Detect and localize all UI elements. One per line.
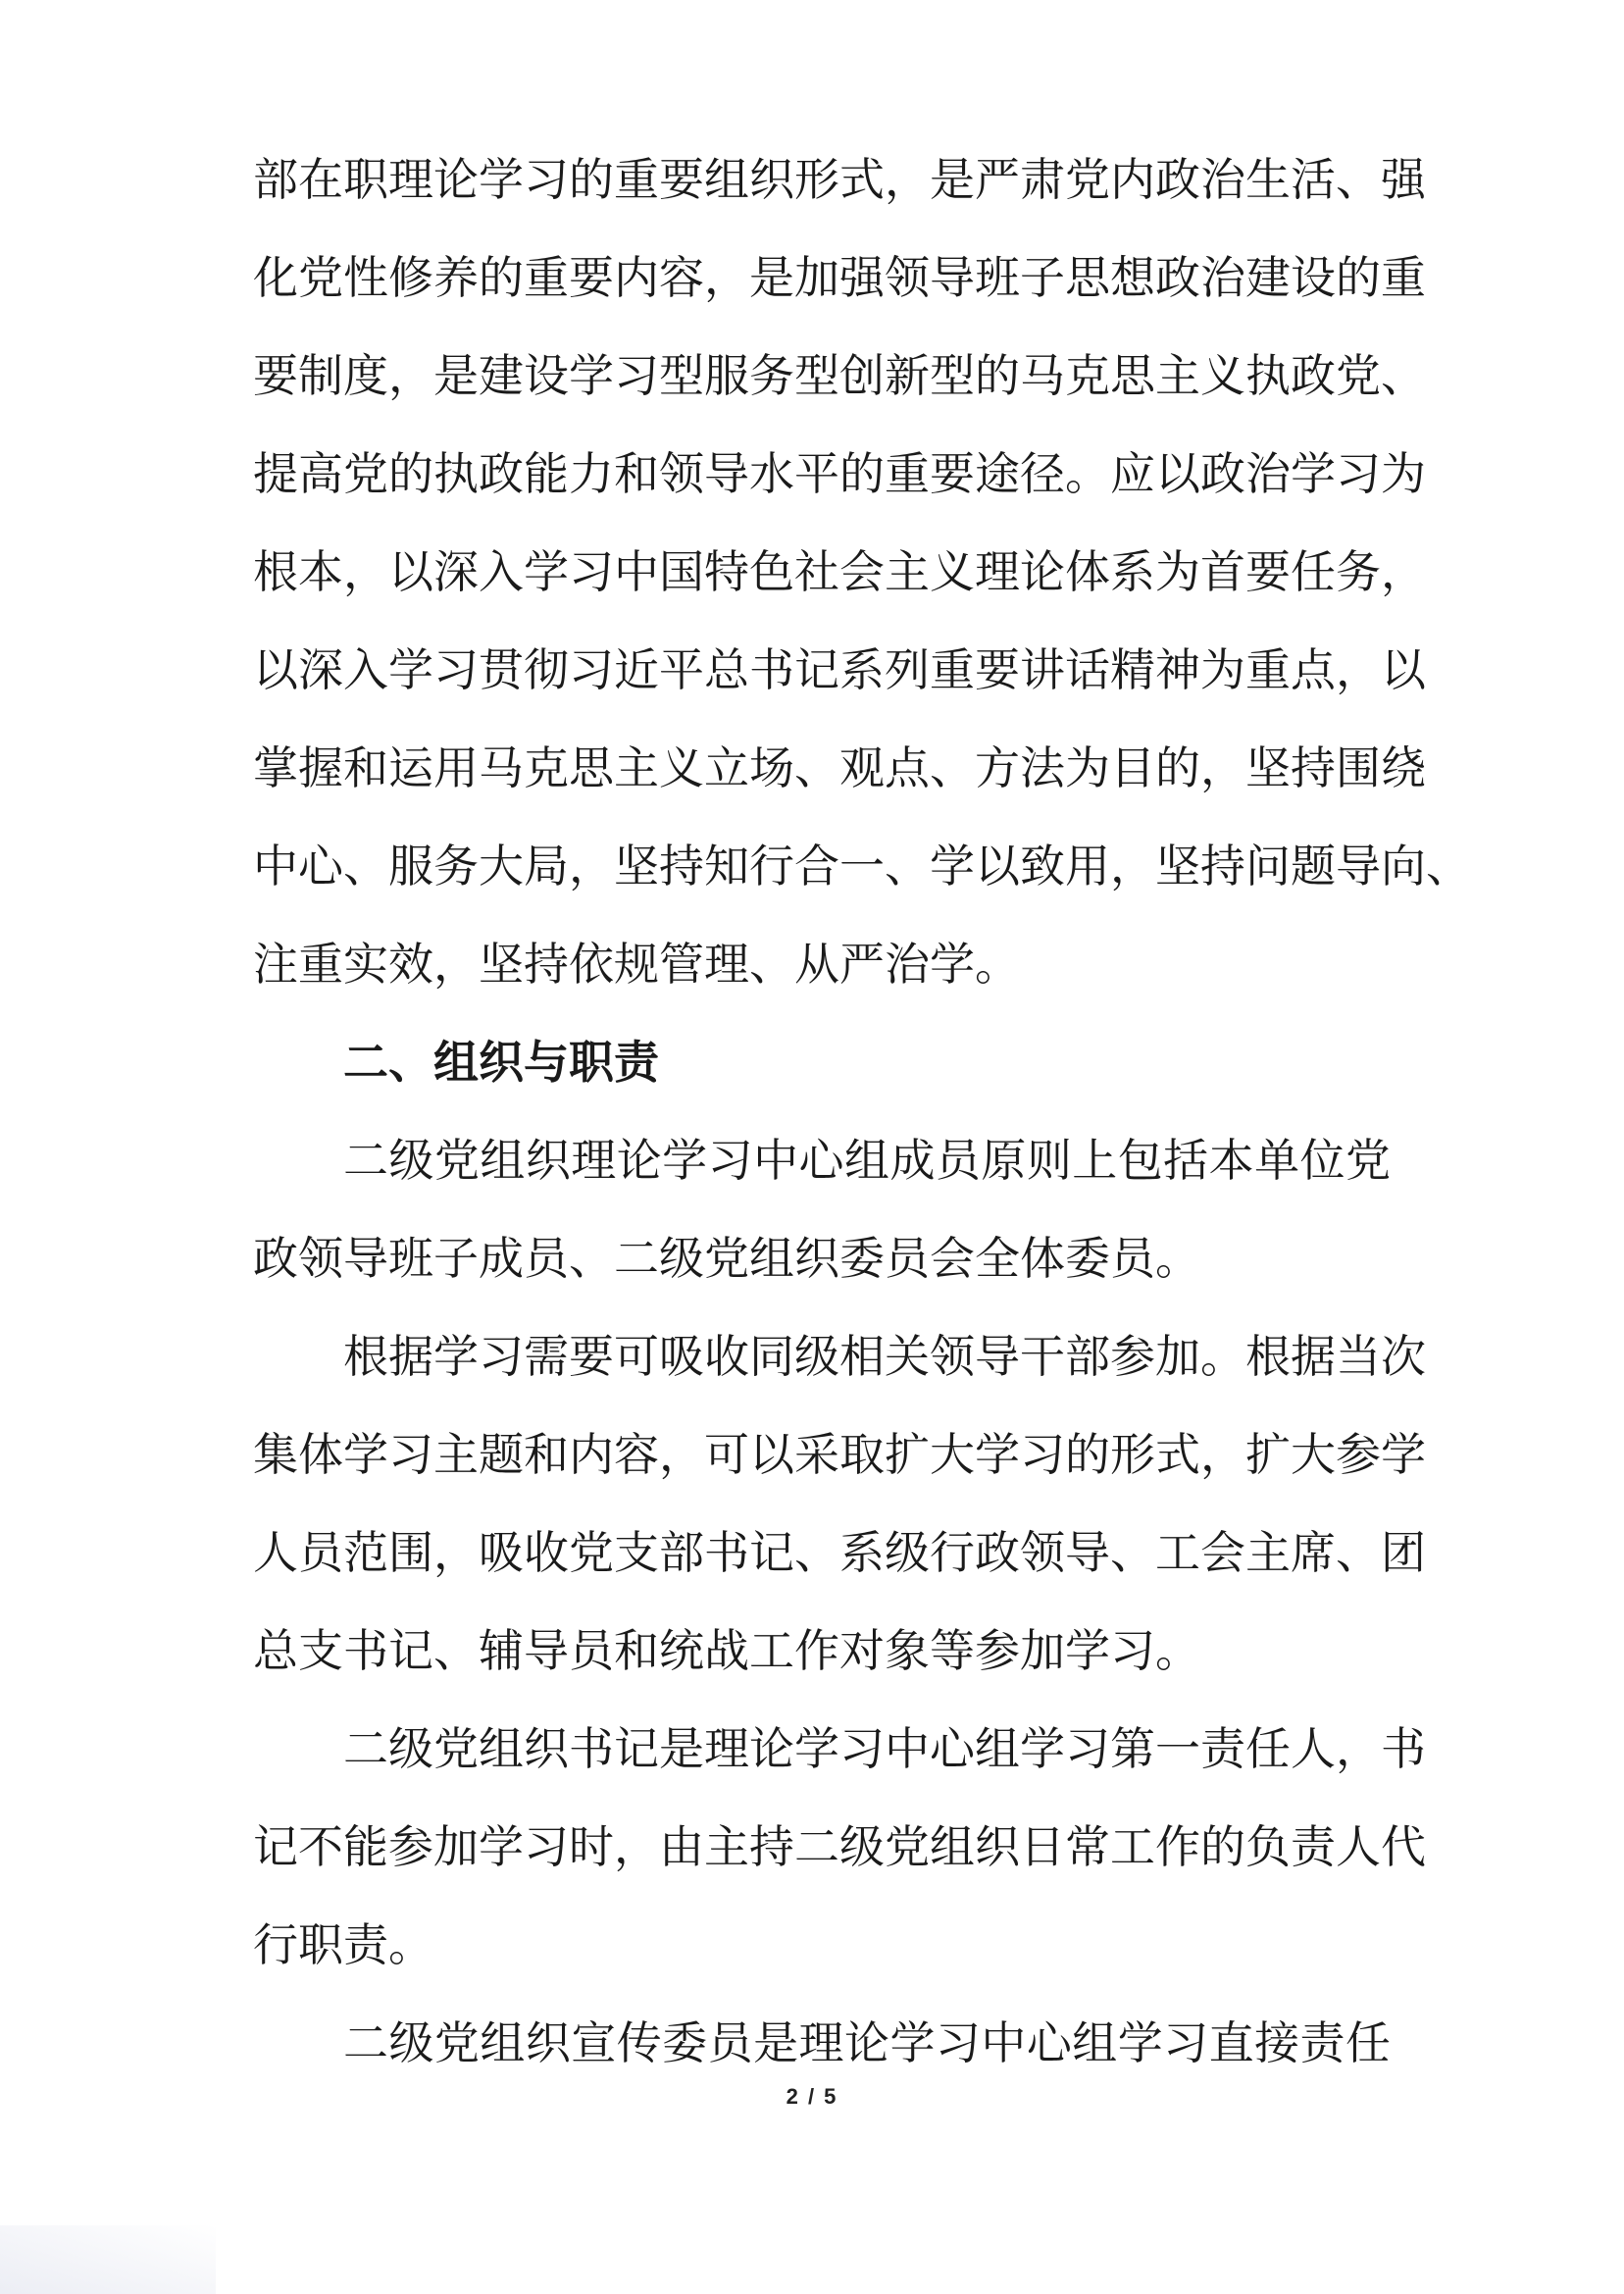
section-heading: 二、组织与职责: [343, 1036, 659, 1089]
body-line: 中心、服务大局，坚持知行合一、学以致用，坚持问题导向、: [253, 840, 1471, 892]
body-line: 根本，以深入学习中国特色社会主义理论体系为首要任务，: [253, 545, 1426, 598]
body-line: 政领导班子成员、二级党组织委员会全体委员。: [253, 1232, 1200, 1285]
body-line: 总支书记、辅导员和统战工作对象等参加学习。: [253, 1624, 1200, 1677]
body-line: 掌握和运用马克思主义立场、观点、方法为目的，坚持围绕: [253, 741, 1426, 794]
paragraph-first-line: 根据学习需要可吸收同级相关领导干部参加。根据当次: [343, 1330, 1426, 1383]
paragraph-first-line: 二级党组织宣传委员是理论学习中心组学习直接责任: [343, 2016, 1391, 2069]
body-line: 提高党的执政能力和领导水平的重要途径。应以政治学习为: [253, 447, 1426, 500]
body-line: 部在职理论学习的重要组织形式，是严肃党内政治生活、强: [253, 153, 1426, 206]
body-line: 以深入学习贯彻习近平总书记系列重要讲话精神为重点，以: [253, 643, 1426, 696]
page-number: 2 / 5: [786, 2084, 838, 2109]
paragraph-first-line: 二级党组织书记是理论学习中心组学习第一责任人，书: [343, 1722, 1426, 1775]
scan-shadow: [0, 2225, 216, 2294]
body-line: 注重实效，坚持依规管理、从严治学。: [253, 938, 1020, 991]
body-line: 行职责。: [253, 1918, 433, 1971]
body-line: 集体学习主题和内容，可以采取扩大学习的形式，扩大参学: [253, 1428, 1426, 1481]
body-line: 人员范围，吸收党支部书记、系级行政领导、工会主席、团: [253, 1526, 1426, 1579]
body-line: 记不能参加学习时，由主持二级党组织日常工作的负责人代: [253, 1820, 1426, 1873]
body-line: 要制度，是建设学习型服务型创新型的马克思主义执政党、: [253, 349, 1426, 402]
body-line: 化党性修养的重要内容，是加强领导班子思想政治建设的重: [253, 251, 1426, 304]
paragraph-first-line: 二级党组织理论学习中心组成员原则上包括本单位党: [343, 1134, 1391, 1187]
